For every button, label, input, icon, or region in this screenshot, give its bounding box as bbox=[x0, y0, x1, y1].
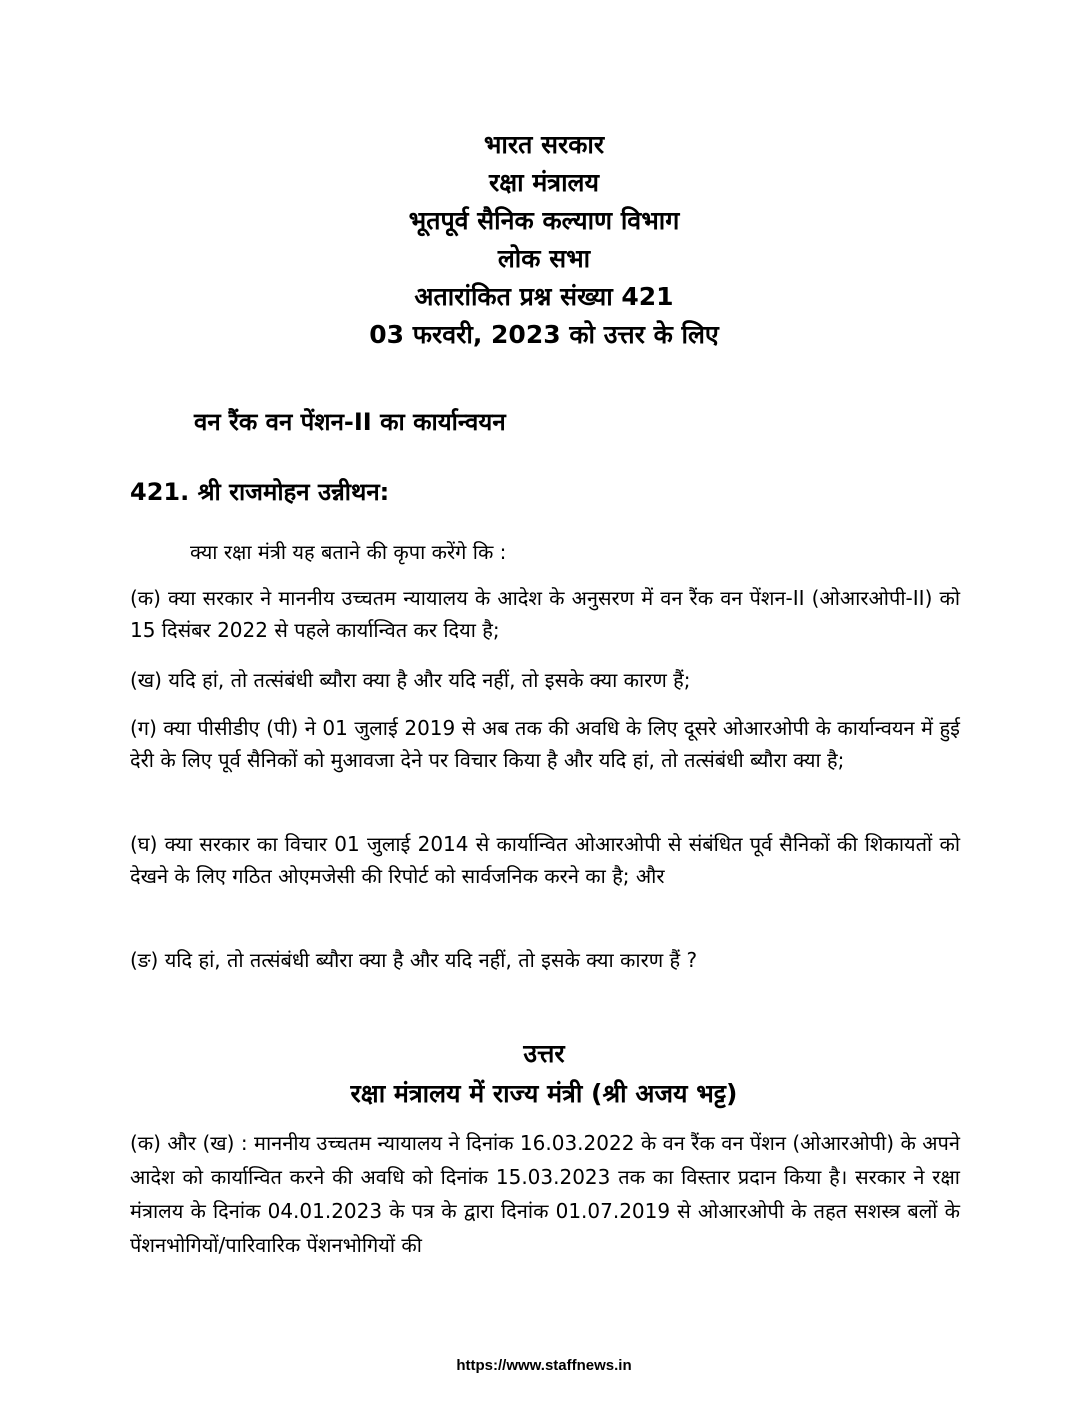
header-house: लोक सभा bbox=[497, 244, 591, 273]
answer-body: (क) और (ख) : माननीय उच्चतम न्यायालय ने दिनांक 16.03.2022 के वन रैंक वन पेंशन (ओआरओपी) के अपने आदेश को कार्यान्वित करने की अवधि को दिनांक 15.03.2023 तक का विस्तार प्रदान किया है। सरकार ने रक्षा मंत्रालय के दिनांक 04.01.2023 के पत्र के द्वारा दिनांक 01.07.2019 से ओआरओपी के तहत सशस्त्र बलों के पेंशनभोगियों/पारिवारिक पेंशनभोगियों की bbox=[130, 1131, 960, 1257]
header-question-number: अतारांकित प्रश्न संख्या 421 bbox=[414, 282, 674, 311]
question-asker: 421. श्री राजमोहन उन्नीथन: bbox=[130, 478, 390, 506]
answer-minister: रक्षा मंत्रालय में राज्य मंत्री (श्री अजय भट्ट) bbox=[350, 1079, 738, 1108]
question-part-ka: (क) क्या सरकार ने माननीय उच्चतम न्यायालय के आदेश के अनुसरण में वन रैंक वन पेंशन-II (ओआरओपी-II) को 15 दिसंबर 2022 से पहले कार्यान्वित कर दिया है; bbox=[130, 586, 960, 642]
header-government: भारत सरकार bbox=[483, 130, 605, 159]
answer-heading: उत्तर bbox=[523, 1039, 565, 1068]
question-part-kha: (ख) यदि हां, तो तत्संबंधी ब्यौरा क्या है और यदि नहीं, तो इसके क्या कारण हैं; bbox=[130, 668, 691, 692]
answer-header bbox=[0, 1034, 1088, 1114]
header-ministry: रक्षा मंत्रालय bbox=[488, 168, 599, 197]
question-part-ga: (ग) क्या पीसीडीए (पी) ने 01 जुलाई 2019 से अब तक की अवधि के लिए दूसरे ओआरओपी के कार्यान्वयन में हुई देरी के लिए पूर्व सैनिकों को मुआवजा देने पर विचार किया है और यदि हां, तो तत्संबंधी ब्यौरा क्या है; bbox=[130, 716, 960, 772]
document-header bbox=[0, 126, 1088, 354]
footer-url: https://www.staffnews.in bbox=[456, 1357, 632, 1374]
question-subject: वन रैंक वन पेंशन-II का कार्यान्वयन bbox=[194, 408, 506, 436]
question-part-nga: (ङ) यदि हां, तो तत्संबंधी ब्यौरा क्या है और यदि नहीं, तो इसके क्या कारण हैं ? bbox=[130, 948, 698, 972]
question-intro: क्या रक्षा मंत्री यह बताने की कृपा करेंगे कि : bbox=[190, 540, 507, 564]
header-answer-date: 03 फरवरी, 2023 को उत्तर के लिए bbox=[369, 320, 719, 349]
question-part-gha: (घ) क्या सरकार का विचार 01 जुलाई 2014 से कार्यान्वित ओआरओपी से संबंधित पूर्व सैनिकों की शिकायतों को देखने के लिए गठित ओएमजेसी की रिपोर्ट को सार्वजनिक करने का है; और bbox=[130, 832, 960, 888]
header-department: भूतपूर्व सैनिक कल्याण विभाग bbox=[408, 206, 680, 235]
